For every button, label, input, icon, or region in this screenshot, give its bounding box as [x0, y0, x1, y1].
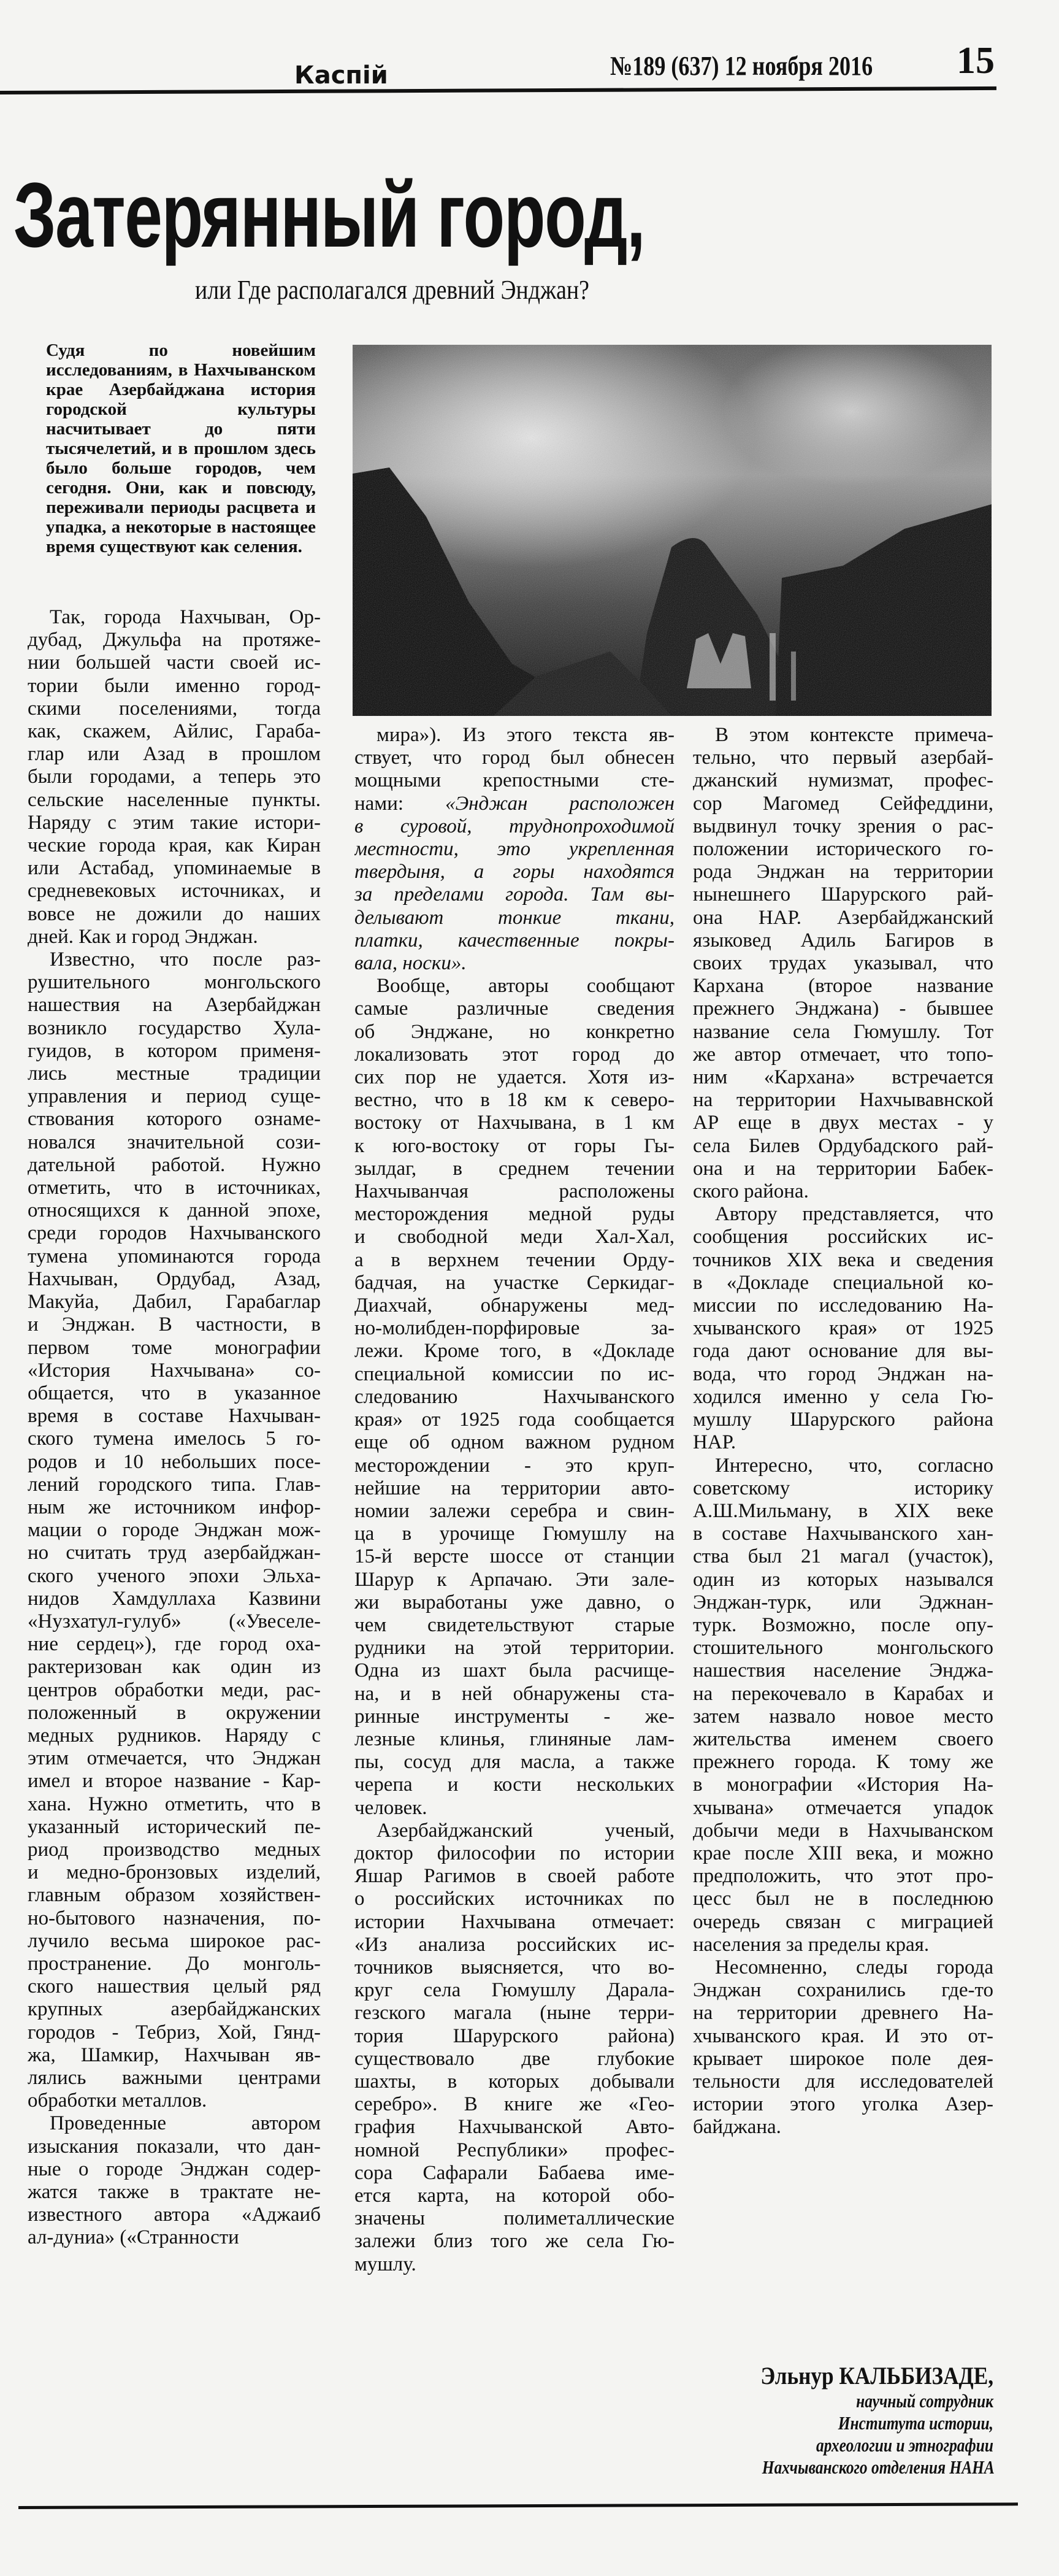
text-line: о российских источниках по — [354, 1888, 675, 1910]
text-line: рода Энджан на территории — [693, 861, 993, 883]
text-line: вода, что город Энджан на- — [693, 1363, 993, 1385]
text-line: НАР. — [693, 1431, 736, 1454]
text-line: жа, Шамкир, Нахчыван яв- — [28, 2043, 321, 2066]
text-line: края» от 1925 года сообщается — [354, 1409, 675, 1431]
text-line: и свободной меди Хал-Хал, — [354, 1226, 675, 1248]
text-line: добычи меди в Нахчыванском — [693, 1819, 993, 1842]
text-line: Так, города Нахчыван, Ор- — [50, 606, 321, 628]
text-line: родов и 10 небольших посе- — [28, 1450, 321, 1473]
article-photo — [353, 345, 992, 716]
text-line: на перекочевало в Карабах и — [693, 1682, 993, 1705]
text-line: вовсе не дожили до наших — [28, 902, 321, 925]
text-line: были городами, а теперь это — [28, 766, 321, 788]
text-line: затем назвало новое место — [693, 1705, 993, 1728]
text-line: городов - Тебриз, Хой, Гянд- — [28, 2021, 321, 2043]
text-line: графия Нахчыванской Авто- — [354, 2116, 675, 2139]
text-line: сообщения российских ис- — [693, 1226, 993, 1248]
text-line: а в верхнем течении Орду- — [354, 1248, 675, 1271]
header-rule — [0, 87, 996, 94]
text-line: месторождения медной руды — [354, 1203, 675, 1226]
text-line: рактеризован как один из — [28, 1656, 321, 1678]
text-line: ется карта, на которой обо- — [354, 2185, 675, 2207]
text-line: ным же источником инфор- — [28, 1496, 321, 1518]
text-line: специальной комиссии по ис- — [354, 1363, 675, 1385]
author-role-line: Нахчыванского отделения НАНА — [762, 2456, 995, 2478]
text-line: предположить, что этот про- — [693, 1865, 993, 1888]
text-line: ческие города края, как Киран — [28, 834, 321, 857]
text-line: ринные инструменты - же- — [354, 1705, 675, 1728]
text-line: мации о городе Энджан мож- — [28, 1519, 321, 1542]
text-line: местности, это укрепленная — [354, 838, 675, 861]
text-line: прежнего Энджана) - бывшее — [693, 998, 993, 1020]
text-line: жи выработаны уже давно, о — [354, 1591, 675, 1613]
text-line: Макуйа, Дабил, Гарабаглар — [28, 1291, 321, 1313]
text-line: на территории Нахчывавнской — [693, 1089, 993, 1112]
text-line: миссии по исследованию На- — [693, 1294, 993, 1317]
text-line: лучило весьма широкое рас- — [28, 1929, 321, 1952]
text-line: Вообще, авторы сообщают — [377, 975, 675, 998]
text-line: хчывана» отмечается упадок — [693, 1796, 993, 1819]
page-number: 15 — [957, 40, 995, 82]
text-line: мира»). Из этого текста яв- — [377, 724, 675, 746]
footer-rule — [18, 2502, 1018, 2509]
text-line: вала, носки». — [354, 952, 467, 975]
text-line: локализовать этот город до — [354, 1043, 675, 1066]
text-line: АР еще в двух местах - у — [693, 1112, 993, 1134]
text-line: доктор философии по истории — [354, 1842, 675, 1864]
text-line: хана. Нужно отметить, что в — [28, 1793, 321, 1815]
text-line: тельно, что первый азербай- — [693, 747, 993, 769]
text-line: дательной работой. Нужно — [28, 1153, 321, 1176]
text-line: пространение. До монголь- — [28, 1952, 321, 1975]
text-line: сих пор не удается. Хотя из- — [354, 1066, 675, 1089]
text-line: турк. Возможно, после опу- — [693, 1613, 993, 1636]
text-line: номной Республики» профес- — [354, 2139, 675, 2161]
text-line: точников выясняется, что во- — [354, 1956, 675, 1978]
text-line: зылдаг, в среднем течении — [354, 1157, 675, 1180]
text-line: возникло государство Хула- — [28, 1017, 321, 1039]
text-line: Одна из шахт была расчище- — [354, 1659, 675, 1682]
text-line: тельности для исследователей — [693, 2070, 993, 2093]
text-line: села Билев Ордубадского рай- — [693, 1134, 993, 1157]
text-line: первом томе монографии — [28, 1336, 321, 1359]
text-line: или Астабад, упоминаемые в — [28, 857, 321, 880]
text-line: ствует, что город был обнесен — [354, 747, 675, 769]
text-line: главным образом хозяйствен- — [28, 1884, 321, 1907]
text-line: изыскания показали, что дан- — [28, 2135, 321, 2158]
text-line: гезского магала (ныне терри- — [354, 2002, 675, 2024]
text-line: нынешнего Шарурского рай- — [693, 883, 993, 906]
author-signature — [711, 2362, 993, 2478]
text-line: центров обработки меди, рас- — [28, 1678, 321, 1701]
text-line: риод производство медных — [28, 1838, 321, 1861]
text-line: делывают тонкие ткани, — [354, 906, 675, 929]
text-line: Интересно, что, согласно — [715, 1454, 993, 1477]
text-line: Шарур к Арпачаю. Эти зале- — [354, 1568, 675, 1591]
text-line: ал-дуниа» («Странности — [28, 2226, 239, 2249]
text-line: Автору представляется, что — [715, 1203, 993, 1226]
text-line: шахты, в которых добывали — [354, 2070, 675, 2093]
text-line: общается, что в указанное — [28, 1382, 321, 1404]
text-line: выдвинул точку зрения о рас- — [693, 815, 993, 837]
text-line: лежи. Кроме того, в «Докладе — [354, 1340, 675, 1363]
text-line: очередь связан с миграцией — [693, 1910, 993, 1933]
text-line: ним «Кархана» встречается — [693, 1066, 993, 1089]
text-line: Несомненно, следы города — [715, 1956, 993, 1978]
text-line: еще об одном важном рудном — [354, 1431, 675, 1454]
text-line: на, и в ней обнаружены ста- — [354, 1682, 675, 1705]
text-line: крупных азербайджанских — [28, 1998, 321, 2021]
text-line: дубад, Джульфа на протяже- — [28, 629, 321, 652]
author-role-line: Института истории, — [838, 2412, 993, 2434]
text-line: вестно, что в 18 км к северо- — [354, 1089, 675, 1112]
text-line: она НАР. Азербайджанский — [693, 906, 993, 929]
text-line: «Из анализа российских ис- — [354, 1933, 675, 1956]
text-line: лезные клинья, глиняные лам- — [354, 1728, 675, 1750]
text-line: но-молибден-порфировые за- — [354, 1317, 675, 1340]
text-line: на территории древнего На- — [693, 2002, 993, 2024]
text-line: ского ученого эпохи Эльха- — [28, 1564, 321, 1587]
text-line: населения за пределы края. — [693, 1933, 930, 1956]
text-line: нашествия население Энджа- — [693, 1659, 993, 1682]
text-line: в составе Нахчыванского хан- — [693, 1523, 993, 1545]
text-line: сора Сафарали Бабаева име- — [354, 2161, 675, 2184]
text-line: Азербайджанский ученый, — [377, 1819, 675, 1842]
text-line: гуидов, в котором применя- — [28, 1039, 321, 1062]
text-line: за пределами города. Там вы- — [354, 883, 675, 906]
text-line: хчыванского края» от 1925 — [693, 1317, 993, 1340]
text-line: новался значительной сози- — [28, 1131, 321, 1153]
text-line: тории были именно город- — [28, 674, 321, 697]
text-line: тория Шарурского района) — [354, 2024, 675, 2047]
text-line: Диахчай, обнаружены мед- — [354, 1294, 675, 1317]
text-line: номии залежи серебра и свин- — [354, 1499, 675, 1522]
text-line: Яшар Рагимов в своей работе — [354, 1865, 675, 1888]
text-line: сельские населенные пункты. — [28, 788, 321, 811]
text-line: «Нузхатул-гулуб» («Увеселе- — [28, 1610, 321, 1632]
text-line: хчыванского края. И это от- — [693, 2024, 993, 2047]
issue-info: №189 (637) 12 ноября 2016 — [610, 51, 873, 81]
text-line: жатся также в трактате не- — [28, 2181, 321, 2204]
text-line: управления и период суще- — [28, 1085, 321, 1108]
text-line: нейшие на территории авто- — [354, 1477, 675, 1499]
text-line: рудники на этой территории. — [354, 1637, 675, 1659]
text-line: «История Нахчывана» со- — [28, 1359, 321, 1382]
text-line: В этом контексте примеча- — [715, 724, 993, 746]
text-line: положении исторического го- — [693, 838, 993, 861]
text-line: лялись важными центрами — [28, 2067, 321, 2089]
text-line: она и на территории Бабек- — [693, 1157, 993, 1180]
text-line: лений городского типа. Глав- — [28, 1473, 321, 1496]
text-line: Наряду с этим такие истори- — [28, 811, 321, 834]
article-column-3 — [693, 724, 993, 2139]
text-line: сор Магомед Сейфеддини, — [693, 792, 993, 815]
text-line: прежнего города. К тому же — [693, 1751, 993, 1774]
article-lead: Судя по новейшим исследованиям, в Нахчыванском крае Азербайджана история городской культуры насчитывает до пяти тысячелетий, и в прошлом здесь было больше городов, чем сегодня. Они, как и повсюду, переживали периоды расцвета и упадка, а некоторые в настоящее время существуют как селения. — [46, 340, 316, 556]
text-line: ского нашествия целый ряд — [28, 1975, 321, 1998]
text-line: отметить, что в источниках, — [28, 1177, 321, 1199]
text-line: скими поселениями, тогда — [28, 697, 321, 720]
text-line: 15-й версте шоссе от станции — [354, 1545, 675, 1568]
text-line: нашествия на Азербайджан — [28, 994, 321, 1017]
article-column-2 — [354, 724, 675, 2276]
text-line: положенный в окружении — [28, 1701, 321, 1724]
text-line: имел и второе название - Кар- — [28, 1770, 321, 1793]
text-line: мощными крепостными сте- — [354, 769, 675, 792]
text-line: самые различные сведения — [354, 998, 675, 1020]
article-title: Затерянный город, — [13, 163, 645, 266]
text-line: залежи близ того же села Гю- — [354, 2230, 675, 2253]
text-line: ца в урочище Гюмушлу на — [354, 1523, 675, 1545]
text-line: твердыня, а горы находятся — [354, 861, 675, 883]
text-line: в суровой, труднопроходимой — [354, 815, 675, 837]
text-line: дней. Как и город Энджан. — [28, 925, 258, 948]
text-line: ства был 21 магал (участок), — [693, 1545, 993, 1568]
text-line: ского тумена имелось 5 го- — [28, 1428, 321, 1450]
text-line: А.Ш.Мильману, в XIX веке — [693, 1499, 993, 1522]
text-line: черепа и кости нескольких — [354, 1774, 675, 1796]
text-line: время в составе Нахчыван- — [28, 1405, 321, 1428]
text-line: следованию Нахчыванского — [354, 1385, 675, 1408]
text-line: ные о городе Энджан содер- — [28, 2158, 321, 2180]
text-line: об Энджане, но конкретно — [354, 1020, 675, 1043]
text-line: и медно-бронзовых изделий, — [28, 1861, 321, 1884]
text-line: средневековых источниках, и — [28, 880, 321, 902]
text-line: своих трудах указывал, что — [693, 952, 993, 975]
text-line: Нахчыванчая расположены — [354, 1180, 675, 1203]
text-line: ходился именно у села Гю- — [693, 1385, 993, 1408]
text-line: и Энджан. В частности, в — [28, 1313, 321, 1336]
text-line: востоку от Нахчывана, в 1 км — [354, 1112, 675, 1134]
text-line: к юго-востоку от горы Гы- — [354, 1134, 675, 1157]
text-line: чем свидетельствуют старые — [354, 1613, 675, 1636]
text-line: Энджан сохранились где-то — [693, 1979, 993, 2002]
text-line: байджана. — [693, 2116, 781, 2139]
text-line: ние сердец»), где город оха- — [28, 1633, 321, 1656]
text-line: но считать труд азербайджан- — [28, 1542, 321, 1564]
text-line: указанный исторический пе- — [28, 1815, 321, 1838]
text-line: истории Нахчывана отмечает: — [354, 1910, 675, 1933]
text-line: Проведенные автором — [50, 2112, 321, 2135]
text-line: нами: «Энджан расположен — [354, 792, 675, 815]
text-line: Известно, что после раз- — [50, 948, 321, 971]
text-line: нидов Хамдуллаха Казвини — [28, 1587, 321, 1610]
author-role-line: научный сотрудник — [856, 2390, 993, 2412]
text-line: бадчая, на участке Серкидаг- — [354, 1271, 675, 1294]
text-line: известного автора «Аджаиб — [28, 2204, 321, 2226]
newspaper-name: Каспiй — [294, 61, 388, 90]
text-line: крывает широкое поле дея- — [693, 2047, 993, 2070]
photo-icon — [353, 345, 992, 716]
text-line: медных рудников. Наряду с — [28, 1724, 321, 1747]
text-line: рушительного монгольского — [28, 971, 321, 994]
text-line: языковед Адиль Багиров в — [693, 929, 993, 952]
text-line: жительства именем своего — [693, 1728, 993, 1750]
article-column-1 — [28, 606, 321, 2250]
text-line: ствования которого ознаме- — [28, 1108, 321, 1131]
text-line: мушлу. — [354, 2253, 416, 2275]
text-line: значены полиметаллические — [354, 2207, 675, 2230]
text-line: один из которых назывался — [693, 1568, 993, 1591]
text-line: обработки металлов. — [28, 2090, 207, 2112]
text-line: стошительного монгольского — [693, 1637, 993, 1659]
author-name: Эльнур КАЛЬБИЗАДЕ, — [760, 2362, 993, 2390]
text-line: советскому историку — [693, 1477, 993, 1499]
text-line: месторождении - это круп- — [354, 1454, 675, 1477]
text-line: нии большей части своей ис- — [28, 652, 321, 674]
text-line: цесс был не в последнюю — [693, 1888, 993, 1910]
text-line: лись местные традиции — [28, 1063, 321, 1085]
text-line: же автор отмечает, что топо- — [693, 1043, 993, 1066]
text-line: существовало две глубокие — [354, 2047, 675, 2070]
text-line: человек. — [354, 1796, 427, 1819]
text-line: точников XIX века и сведения — [693, 1248, 993, 1271]
text-line: джанский нумизмат, профес- — [693, 769, 993, 792]
text-line: в монографии «История На- — [693, 1774, 993, 1796]
text-line: среди городов Нахчыванского — [28, 1222, 321, 1245]
text-line: крае после XIII века, и можно — [693, 1842, 993, 1864]
text-line: как, скажем, Айлис, Гараба- — [28, 720, 321, 743]
text-line: истории этого уголка Азер- — [693, 2093, 993, 2116]
text-line: относящихся к данной эпохе, — [28, 1199, 321, 1222]
text-line: Нахчыван, Ордубад, Азад, — [28, 1267, 321, 1290]
text-line: круг села Гюмушлу Даралa- — [354, 1979, 675, 2002]
text-line: Кархана (второе название — [693, 975, 993, 998]
text-line: этим отмечается, что Энджан — [28, 1747, 321, 1770]
text-line: года дают основание для вы- — [693, 1340, 993, 1363]
article-subtitle: или Где располагался древний Энджан? — [195, 275, 589, 305]
text-line: платки, качественные покры- — [354, 929, 675, 952]
text-line: мушлу Шарурского района — [693, 1409, 993, 1431]
text-line: название села Гюмушлу. Тот — [693, 1020, 993, 1043]
text-line: ского района. — [693, 1180, 809, 1203]
text-line: глар или Азад в прошлом — [28, 743, 321, 766]
author-role-line: археологии и этнографии — [816, 2434, 993, 2456]
text-line: в «Докладе специальной ко- — [693, 1271, 993, 1294]
text-line: тумена упоминаются города — [28, 1245, 321, 1267]
text-line: пы, сосуд для масла, а также — [354, 1751, 675, 1774]
text-line: Энджан-турк, или Эджнан- — [693, 1591, 993, 1613]
text-line: но-бытового назначения, по- — [28, 1907, 321, 1929]
text-line: серебро». В книге же «Гео- — [354, 2093, 675, 2116]
